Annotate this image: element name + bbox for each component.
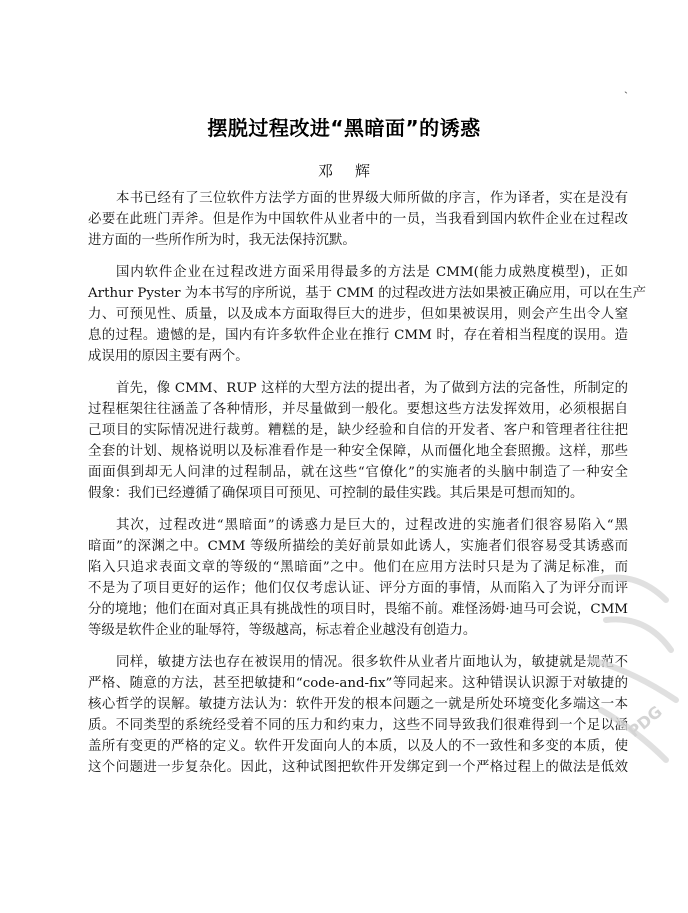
text-line: 国内软件企业在过程改进方面采用得最多的方法是 CMM(能力成熟度模型)，正如	[116, 265, 628, 280]
text-line: 必要在此班门弄斧。但是作为中国软件从业者中的一员，当我看到国内软件企业在过程改	[88, 212, 628, 227]
text-line: 质。不同类型的系统经受着不同的压力和约束力，这些不同导致我们很难得到一个足以涵	[88, 718, 628, 733]
paragraph	[88, 378, 628, 504]
text-line: 同样，敏捷方法也存在被误用的情况。很多软件从业者片面地认为，敏捷就是规范不	[116, 655, 628, 670]
paragraph	[88, 262, 647, 367]
text-line: 己项目的实际情况进行裁剪。糟糕的是，缺少经验和自信的开发者、客户和管理者往往把	[88, 423, 628, 438]
text-line: 这个问题进一步复杂化。因此，这种试图把软件开发绑定到一个严格过程上的做法是低效	[88, 760, 628, 775]
text-line: 陷入只追求表面文章的等级的“黑暗面”之中。他们在应用方法时只是为了满足标准，而	[88, 560, 628, 575]
text-line: 分的境地；他们在面对真正具有挑战性的项目时，畏缩不前。难怪汤姆·迪马可会说，CMM	[88, 602, 628, 617]
text-line: 盖所有变更的严格的定义。软件开发面向人的本质，以及人的不一致性和多变的本质，使	[88, 739, 628, 754]
text-line: 其次，过程改进“黑暗面”的诱惑力是巨大的，过程改进的实施者们很容易陷入“黑	[116, 518, 628, 533]
text-line: 本书已经有了三位软件方法学方面的世界级大师所做的序言，作为译者，实在是没有	[116, 191, 628, 206]
paragraph	[88, 188, 628, 251]
svg-text:PDG: PDG	[624, 701, 666, 742]
text-line: 暗面”的深渊之中。CMM 等级所描绘的美好前景如此诱人，实施者们很容易受其诱惑而	[88, 539, 628, 554]
paragraph	[88, 652, 628, 778]
text-line: 过程框架往往涵盖了各种情形，并尽量做到一般化。要想这些方法发挥效用，必须根据自	[88, 402, 628, 417]
text-line: 成误用的原因主要有两个。	[88, 349, 249, 364]
text-line: 假象：我们已经遵循了确保项目可预见、可控制的最佳实践。其后果是可想而知的。	[88, 486, 584, 501]
text-line: 核心哲学的误解。敏捷方法认为：软件开发的根本问题之一就是所处环境变化多端这一本	[88, 697, 628, 712]
text-line: 息的过程。遗憾的是，国内有许多软件企业在推行 CMM 时，存在着相当程度的误用。造	[88, 328, 628, 343]
text-line: 进方面的一些所作所为时，我无法保持沉默。	[88, 233, 356, 248]
text-line: 等级是软件企业的耻辱符，等级越高，标志着企业越没有创造力。	[88, 623, 477, 638]
text-line: 首先，像 CMM、RUP 这样的大型方法的提出者，为了做到方法的完备性，所制定的	[116, 381, 628, 396]
text-line: 力、可预见性、质量，以及成本方面取得巨大的进步，但如果被误用，则会产生出令人窒	[88, 307, 628, 322]
author-name: 邓辉	[317, 162, 392, 180]
text-line: 严格、随意的方法，甚至把敏捷和“code-and-fix”等同起来。这种错误认识源于对敏捷的	[88, 676, 628, 691]
paragraph	[88, 515, 628, 641]
text-line: Arthur Pyster 为本书写的序所说，基于 CMM 的过程改进方法如果被正确应用，可以在生产	[88, 286, 647, 301]
page-title: 摆脱过程改进“黑暗面”的诱惑	[207, 116, 481, 140]
text-line: 面面俱到却无人问津的过程制品，就在这些“官僚化”的实施者的头脑中制造了一种安全	[88, 465, 628, 480]
scan-speck: ˏ	[624, 80, 628, 94]
text-line: 不是为了项目更好的运作；他们仅仅考虑认证、评分方面的事情，从而陷入了为评分而评	[88, 581, 628, 596]
text-line: 全套的计划、规格说明以及标准看作是一种安全保障，从而僵化地全套照搬。这样，那些	[88, 444, 628, 459]
library-watermark-stamp	[576, 560, 686, 780]
